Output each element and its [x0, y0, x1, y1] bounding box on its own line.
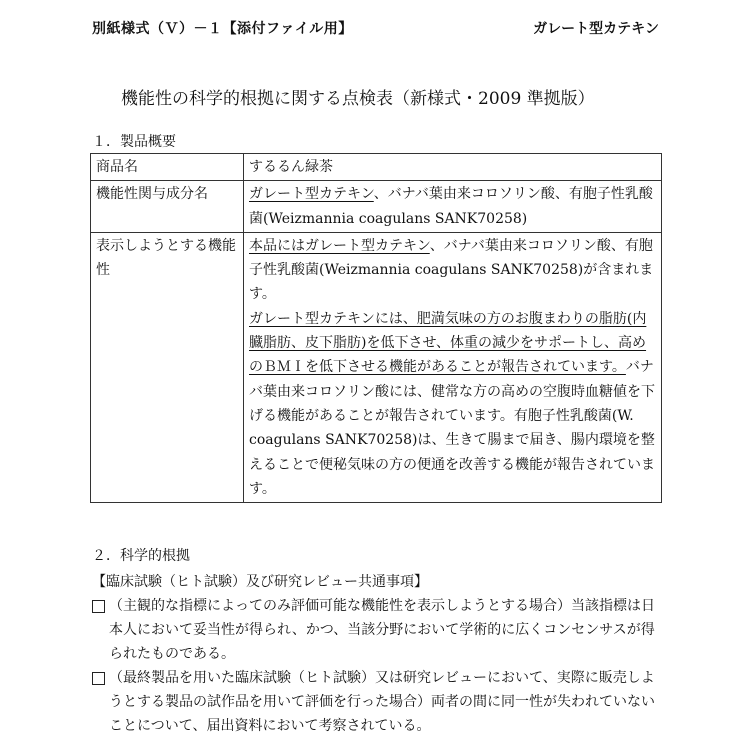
form-label: 別紙様式（Ｖ）－１【添付ファイル用】	[92, 21, 353, 37]
checklist-text: （主観的な指標によってのみ評価可能な機能性を表示しようとする場合）当該指標は日本人において妥当性が得られ、かつ、当該分野において学術的に広くコンセンサスが得られたものである。	[109, 598, 655, 662]
checklist-item	[92, 594, 664, 666]
checkbox[interactable]	[92, 672, 105, 685]
plain-text: 、バナバ葉由来コロソリン酸、有胞子性乳酸菌(Weizmannia coagulans SANK70258)	[249, 186, 653, 227]
row-label: 表示しようとする機能性	[91, 232, 244, 502]
row-value	[244, 232, 662, 502]
table-row	[91, 232, 662, 502]
row-label: 商品名	[91, 154, 244, 181]
ingredient-label: ガレート型カテキン	[533, 21, 659, 37]
row-value: するるん緑茶	[244, 154, 662, 181]
row-value	[244, 181, 662, 233]
subheading: 【臨床試験（ヒト試験）及び研究レビュー共通事項】	[92, 574, 428, 590]
underlined-text: ガレート型カテキン	[249, 186, 374, 203]
underlined-text: 本品にはガレート型カテキン	[249, 237, 430, 254]
checklist-item	[92, 666, 664, 738]
underlined-text: ガレート型カテキンには、肥満気味の方のお腹まわりの脂肪(内臓脂肪、皮下脂肪)を低下させ、体重の減少をサポートし、高めのＢＭＩを低下させる機能があることが報告されています。	[249, 310, 647, 376]
section-heading-product-overview: １．製品概要	[92, 134, 176, 150]
plain-text: バナバ葉由来コロソリン酸には、健常な方の高めの空腹時血糖値を下げる機能があることが報告されています。有胞子性乳酸菌(W. coagulans SANK70258)は、生きて腸まで届き、腸内環境を整えることで便秘気味の方の便通を改善する機能が報告されています。	[249, 359, 655, 497]
table-row	[91, 181, 662, 233]
row-label: 機能性関与成分名	[91, 181, 244, 233]
plain-text: 、バナバ葉由来コロソリン酸、有胞子性乳酸菌(Weizmannia coagulans SANK70258)が含まれます。	[249, 237, 654, 303]
product-overview-table	[90, 153, 662, 503]
document-title: 機能性の科学的根拠に関する点検表（新様式・2009 準拠版）	[121, 89, 595, 109]
checkbox[interactable]	[92, 600, 105, 613]
checklist-text: （最終製品を用いた臨床試験（ヒト試験）又は研究レビューにおいて、実際に販売しようとする製品の試作品を用いて評価を行った場合）両者の間に同一性が失われていないことについて、届出資料において考察されている。	[109, 670, 655, 734]
section-heading-scientific-basis: ２．科学的根拠	[92, 548, 190, 564]
table-row	[91, 154, 662, 181]
